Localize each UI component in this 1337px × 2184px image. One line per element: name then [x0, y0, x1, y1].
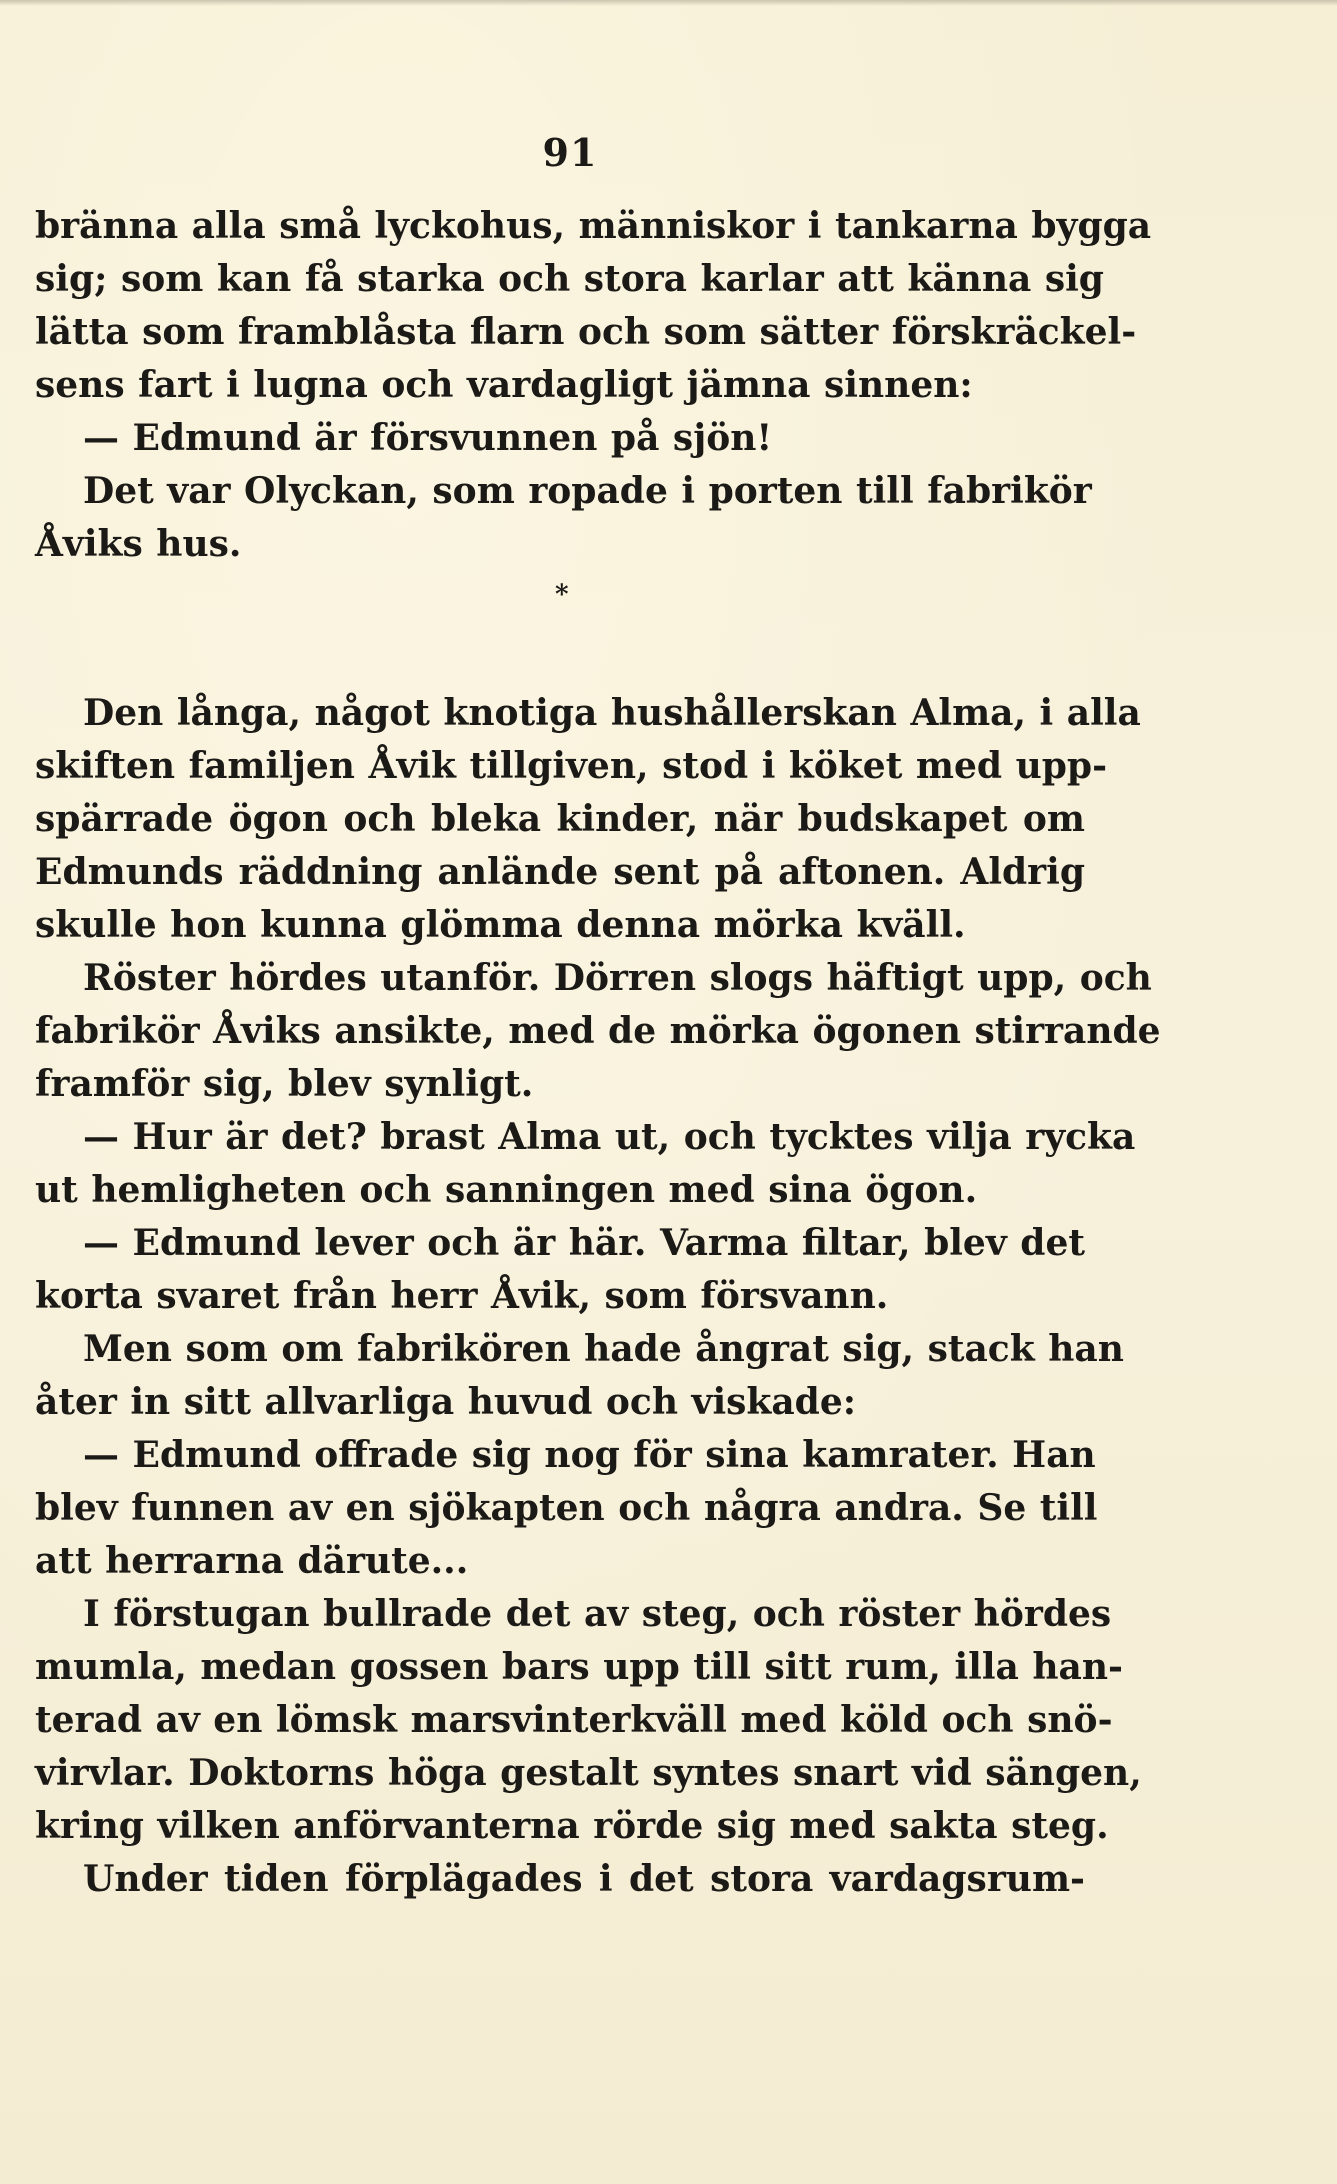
text-line: Den långa, något knotiga hushållerskan Alma, i alla — [83, 692, 1141, 734]
text-line: kring vilken anförvanterna rörde sig med sakta steg. — [35, 1805, 1109, 1847]
text-line: sens fart i lugna och vardagligt jämna sinnen: — [35, 364, 973, 406]
text-line: sig; som kan få starka och stora karlar att känna sig — [35, 258, 1104, 300]
text-line: skiften familjen Åvik tillgiven, stod i köket med upp- — [35, 745, 1108, 787]
page-edge-shadow — [0, 0, 1337, 6]
text-line: Åviks hus. — [35, 523, 242, 565]
text-line: framför sig, blev synligt. — [35, 1063, 534, 1105]
text-line: — Edmund är försvunnen på sjön! — [83, 417, 773, 459]
text-line: mumla, medan gossen bars upp till sitt rum, illa han- — [35, 1646, 1123, 1688]
text-line: att herrarna därute... — [35, 1540, 469, 1582]
text-line: Under tiden förplägades i det stora vardagsrum- — [83, 1858, 1085, 1900]
text-line: korta svaret från herr Åvik, som försvann. — [35, 1275, 889, 1317]
text-line: bränna alla små lyckohus, människor i tankarna bygga — [35, 205, 1152, 247]
text-line: blev funnen av en sjökapten och några andra. Se till — [35, 1487, 1098, 1529]
section-break-ornament: * — [555, 580, 569, 610]
page-number: 91 — [542, 130, 598, 175]
text-line: I förstugan bullrade det av steg, och röster hördes — [83, 1593, 1112, 1635]
text-section-1 — [35, 200, 1152, 571]
text-section-2 — [35, 687, 1161, 1906]
text-line: virvlar. Doktorns höga gestalt syntes snart vid sängen, — [35, 1752, 1142, 1794]
text-line: — Hur är det? brast Alma ut, och tycktes vilja rycka — [83, 1116, 1136, 1158]
text-line: terad av en lömsk marsvinterkväll med köld och snö- — [35, 1699, 1113, 1741]
text-line: åter in sitt allvarliga huvud och viskade: — [35, 1381, 857, 1423]
text-line: ut hemligheten och sanningen med sina ögon. — [35, 1169, 978, 1211]
text-line: skulle hon kunna glömma denna mörka kväll. — [35, 904, 966, 946]
text-line: spärrade ögon och bleka kinder, när budskapet om — [35, 798, 1085, 840]
text-line: — Edmund lever och är här. Varma filtar, blev det — [83, 1222, 1085, 1264]
text-line: Det var Olyckan, som ropade i porten till fabrikör — [83, 470, 1092, 512]
text-line: — Edmund offrade sig nog för sina kamrater. Han — [83, 1434, 1096, 1476]
text-line: lätta som framblåsta flarn och som sätter förskräckel- — [35, 311, 1137, 353]
text-line: Men som om fabrikören hade ångrat sig, stack han — [83, 1328, 1124, 1370]
text-line: Röster hördes utanför. Dörren slogs häftigt upp, och — [83, 957, 1152, 999]
text-line: Edmunds räddning anlände sent på aftonen. Aldrig — [35, 851, 1085, 893]
text-line: fabrikör Åviks ansikte, med de mörka ögonen stirrande — [35, 1010, 1161, 1052]
